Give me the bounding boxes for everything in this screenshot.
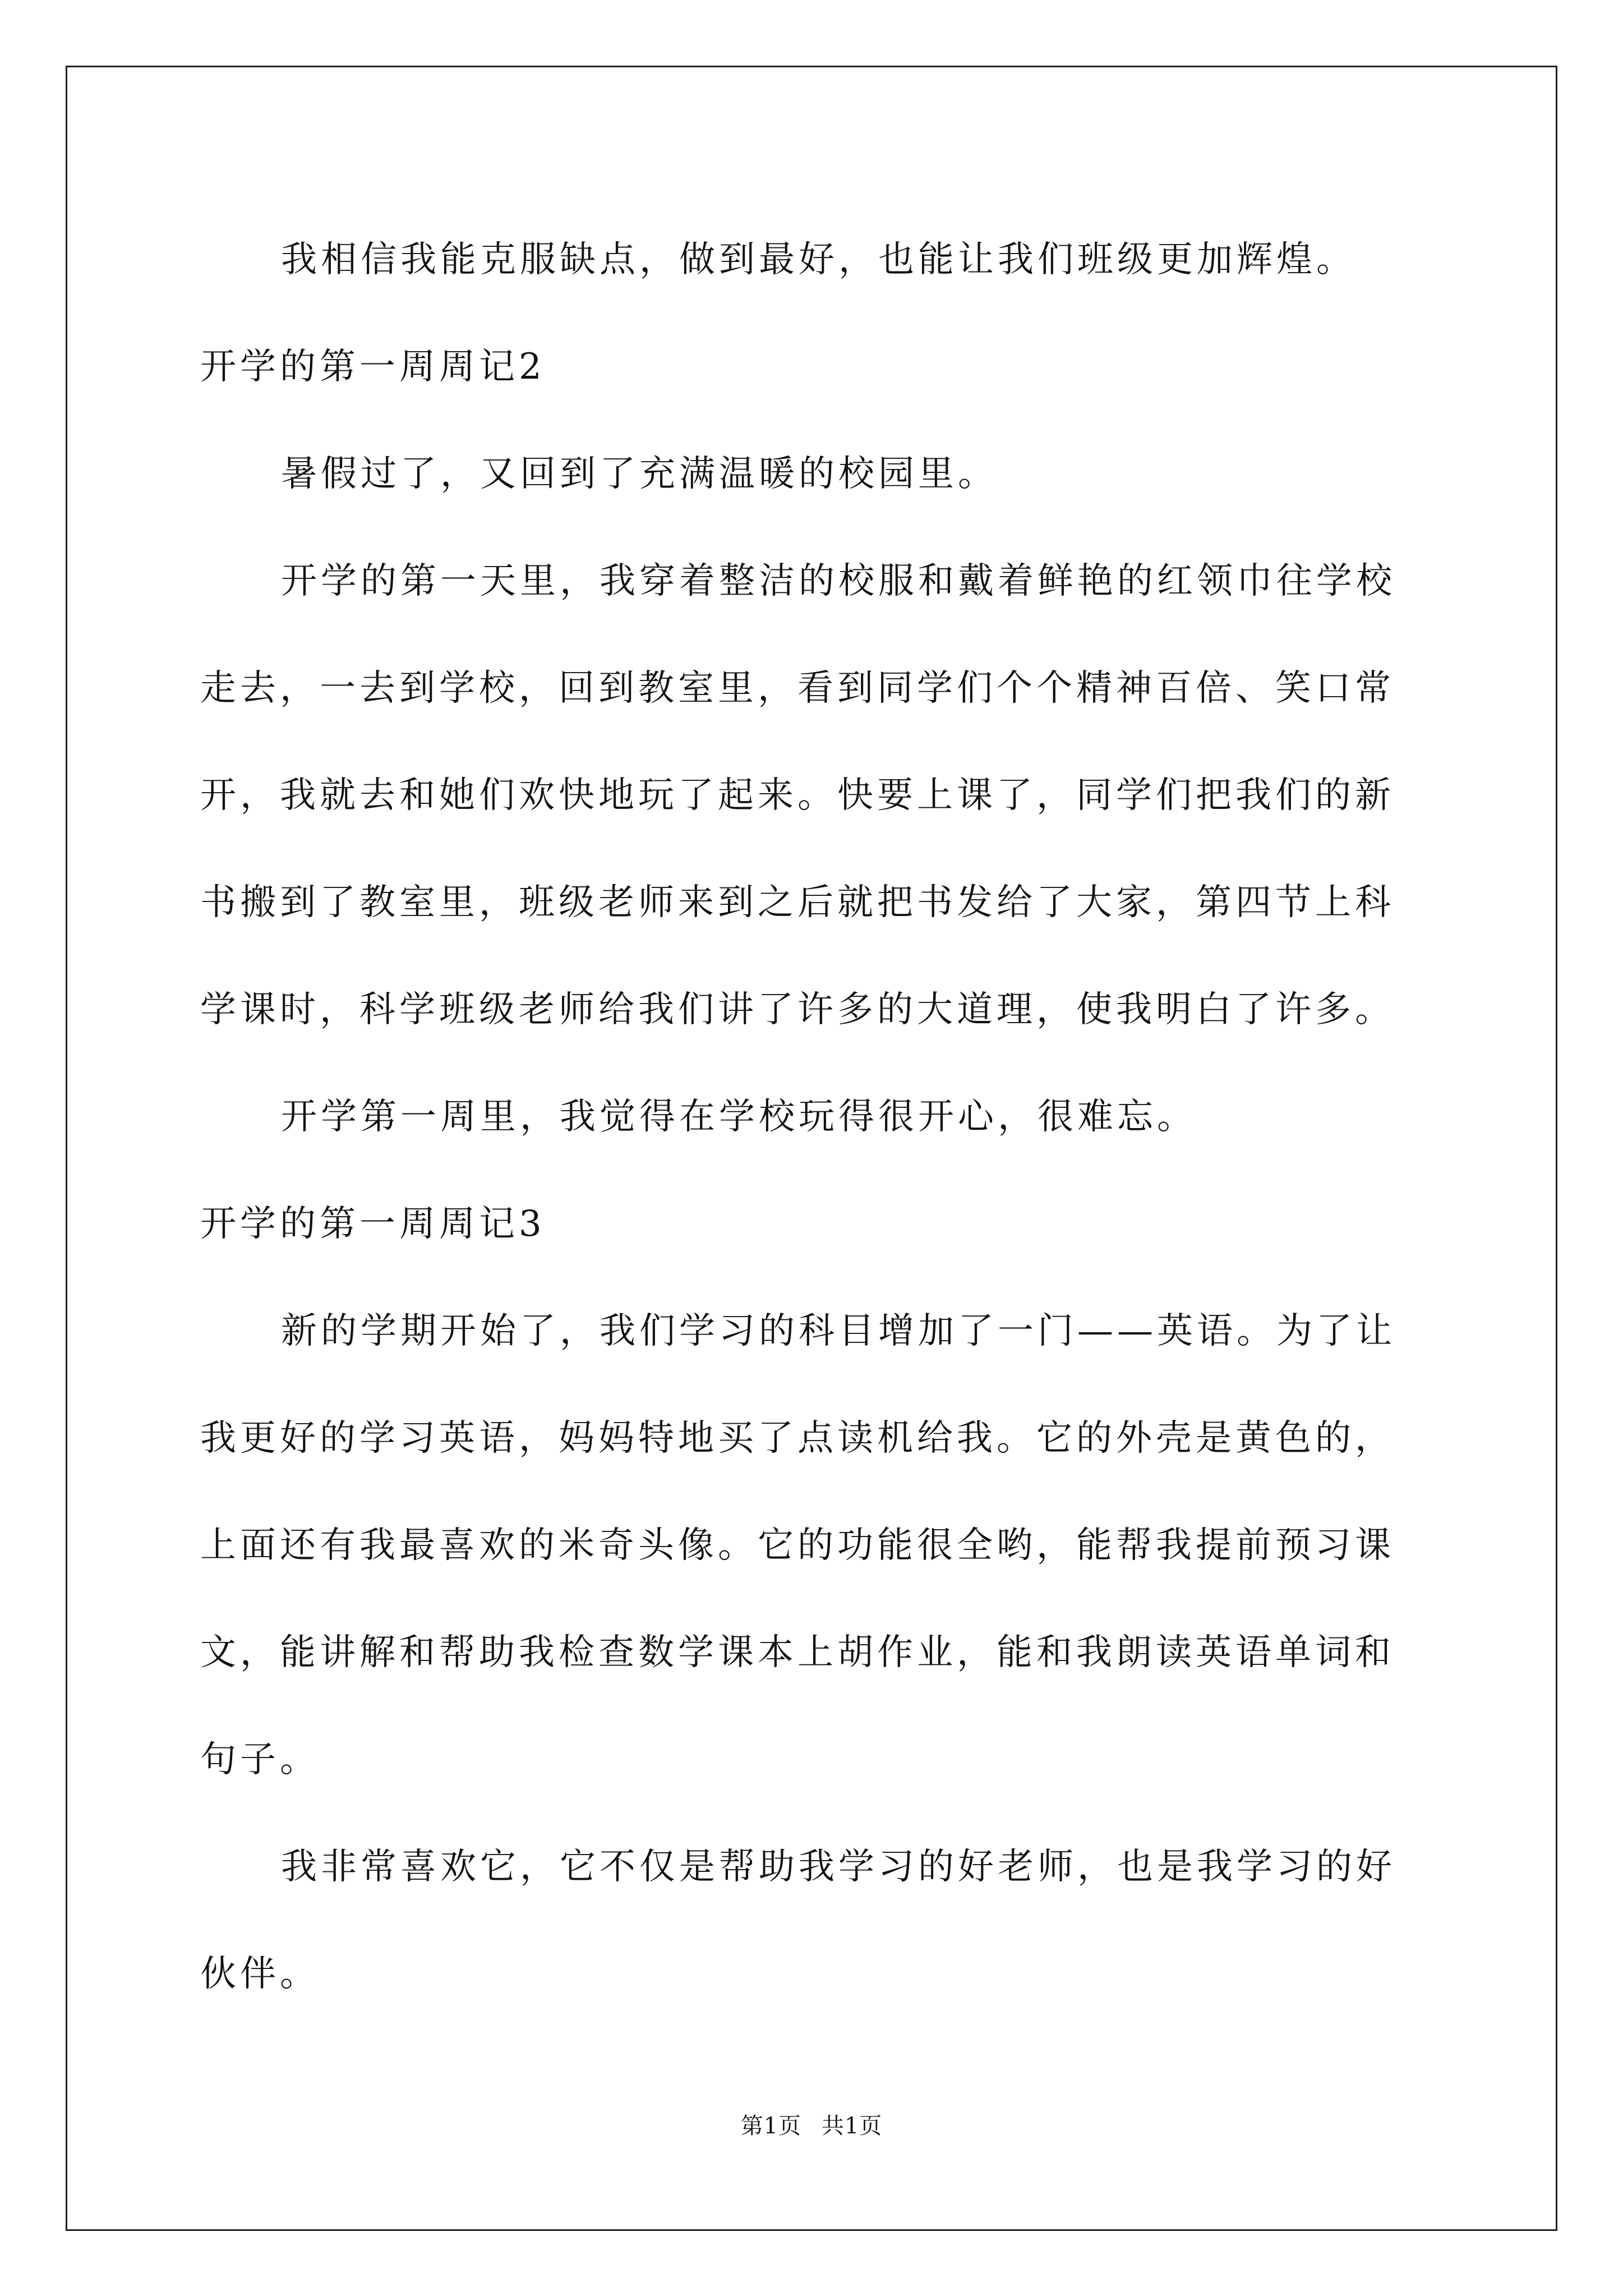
page-number-footer: 第1页 共1页	[740, 2113, 883, 2139]
section-heading: 开学的第一周周记2	[200, 346, 546, 388]
paragraph: 暑假过了，又回到了充满温暖的校园里。	[281, 453, 998, 495]
paragraph: 开学的第一天里，我穿着整洁的校服和戴着鲜艳的红领巾往学校走去，一去到学校，回到教室里，看到同学们个个精神百倍、笑口常开，我就去和她们欢快地玩了起来。快要上课了，同学们把我们的新书搬到了教室里，班级老师来到之后就把书发给了大家，第四节上科学课时，科学班级老师给我们讲了许多的大道理，使我明白了许多。	[200, 560, 1396, 1030]
paragraph: 我非常喜欢它，它不仅是帮助我学习的好老师，也是我学习的好伙伴。	[200, 1846, 1396, 1995]
section-heading: 开学的第一周周记3	[200, 1203, 546, 1245]
paragraph: 我相信我能克服缺点，做到最好，也能让我们班级更加辉煌。	[281, 239, 1356, 280]
paragraph: 新的学期开始了，我们学习的科目增加了一门——英语。为了让我更好的学习英语，妈妈特地买了点读机给我。它的外壳是黄色的，上面还有我最喜欢的米奇头像。它的功能很全哟，能帮我提前预习课文，能讲解和帮助我检查数学课本上胡作业，能和我朗读英语单词和句子。	[200, 1310, 1396, 1780]
paragraph: 开学第一周里，我觉得在学校玩得很开心，很难忘。	[281, 1096, 1197, 1138]
document-body	[200, 206, 1428, 2028]
